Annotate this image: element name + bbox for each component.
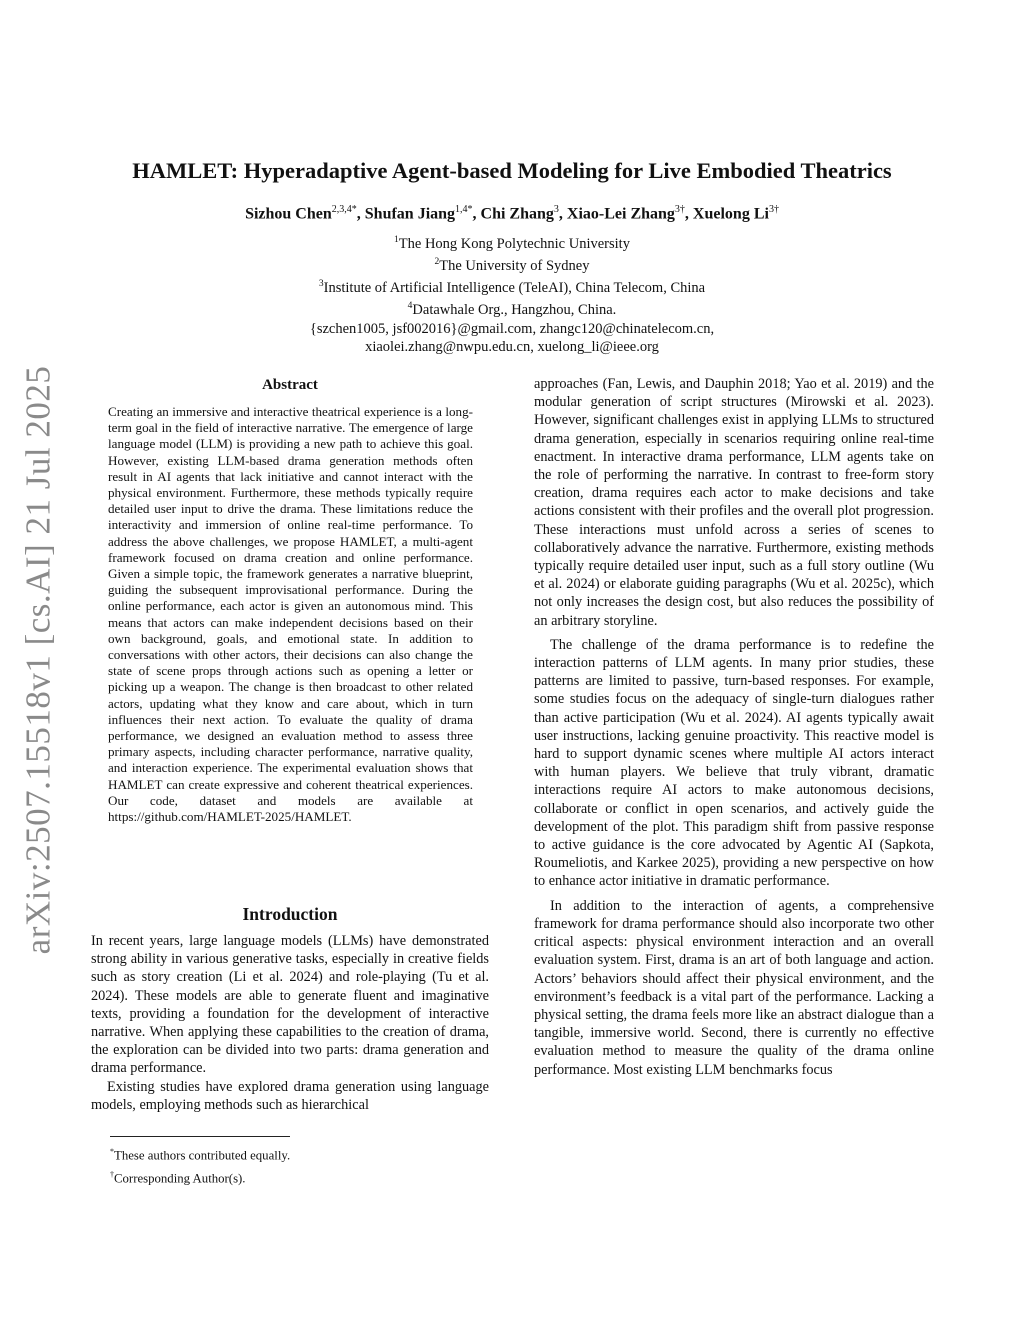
author-name: Shufan Jiang [364,205,456,223]
arxiv-identifier-text: arXiv:2507.15518v1 [cs.AI] 21 Jul 2025 [18,365,57,955]
author-affiliation-mark: 3† [768,204,779,215]
arxiv-identifier [8,365,68,955]
affiliation-line: $^3$Institute of Artificial Intelligence (TeleAI), China Telecom, China [318,279,706,297]
body-paragraph: The challenge of the drama performance is to redefine the interaction patterns of LLM agents. In many prior studies, these patterns are limited to passive, turn-based responses. For example, some studies focus on the adequacy of single-turn dialogues rather than active participation (Wu et al. 2024). AI agents typically await user instructions, lacking genuine proactivity. This reactive model is hard to support dynamic scenes where multiple AI actors interact with human players. We believe that truly vibrant, dramatic interactions require AI actors to make autonomous decisions, collaborate or conflict in open scenarios, and actively guide the development of the plot. This paradigm shift from passive response to active guidance is the core advocated by Agentic AI (Sapkota, Roumeliotis, and Karkee 2025), providing a new perspective on how to enhance actor initiative in dramatic performance. [534,636,934,890]
introduction-right-column [534,375,934,1079]
author-list: Sizhou Chen$^{2,3,4*}$, Shufan Jiang$^{1,4*}$, Chi Zhang$^3$, Xiao-Lei Zhang$^{3\dagger}$, Xuelong $Li^{3\dagger}$ [245,204,779,223]
abstract-heading: Abstract [262,377,318,393]
footnotes [110,1142,490,1189]
author-name: Xiao-Lei Zhang [566,205,675,223]
body-paragraph: Existing studies have explored drama generation using language models, employing methods such as hierarchical [91,1078,489,1113]
affiliation-block [150,231,874,356]
body-paragraph: approaches (Fan, Lewis, and Dauphin 2018; Yao et al. 2019) and the modular generation of script structures (Mirowski et al. 2023). However, significant challenges exist in applying LLMs to structured drama generation, especially in scenarios requiring online real-time enactment. In interactive drama performance, LLM agents take on the role of performing the narrative. In contrast to free-form story creation, drama requires each actor to make decisions and take actions consistent with their profiles and the overall plot progression. These interactions must unfold across a series of scenes to collaboratively advance the narrative. Furthermore, existing methods typically require detailed user input, such as a full story outline (Wu et al. 2024) or elaborate guiding paragraphs (Wu et al. 2025c), which not only increases the design cost, but also reduces the possibility of an arbitrary storyline. [534,376,934,629]
affiliation-line: $^2$The University of Sydney [434,257,590,274]
footnote: *These authors contributed equally. [110,1147,291,1163]
author-name: Sizhou Chen [245,205,332,223]
footnote-divider [110,1136,290,1137]
email-line: {szchen1005, jsf002016}@gmail.com, zhangc120@chinatelecom.cn, [309,320,715,337]
author-affiliation-mark: 3 [553,204,559,215]
body-paragraph: In recent years, large language models (LLMs) have demonstrated strong ability in various generative tasks, especially in creative fields such as story creation (Li et al. 2024) and role-playing (Tu et al. 2024). These models are able to generate fluent and imaginative texts, providing a foundation for the development of interactive narrative. When applying these capabilities to the creation of drama, the exploration can be divided into two parts: drama generation and drama performance. [91,933,489,1077]
author-affiliation-mark: 2,3,4* [331,204,357,215]
abstract-text: Creating an immersive and interactive theatrical experience is a long-term goal in the field of interactive narrative. The emergence of large language model (LLM) is providing a new path to achieve this goal. However, existing LLM-based drama generation methods often result in AI agents that lack initiative and cannot interact with the physical environment. Furthermore, these methods typically require detailed user input to drive the drama. These limitations reduce the interactivity and immersion of online real-time performance. To address the above challenges, we propose HAMLET, a multi-agent framework focused on drama creation and online performance. Given a simple topic, the framework generates a narrative blueprint, guiding the subsequent improvisational performance. During the online performance, each actor is given an autonomous mind. This means that actors can make independent decisions based on their own background, goals, and emotional state. In addition to conversations with other actors, their decisions can also change the state of scene props through actions such as opening a letter or picking up a weapon. The change is then broadcast to other related actors, updating what they know and care about, which in turn influences their next action. To evaluate the quality of drama performance, we designed an evaluation method to assess three primary aspects, including character performance, narrative quality, and interaction experience. The experimental evaluation shows that HAMLET can create expressive and coherent theatrical experiences. Our code, dataset and models are available at https://github.com/HAMLET-2025/HAMLET. [108,404,473,825]
author-name: Chi Zhang [480,205,554,223]
footnote: †Corresponding Author(s). [110,1170,246,1186]
introduction-heading: Introduction [242,904,338,924]
author-name: Xuelong Li [692,205,769,223]
affiliation-line: $^4$Datawhale Org., Hangzhou, China. [407,301,617,319]
paper-title: HAMLET: Hyperadaptive Agent-based Modeling for Live Embodied Theatrics [132,158,892,183]
introduction-left-column [91,932,489,1114]
author-affiliation-mark: 1,4* [455,204,473,215]
body-paragraph: In addition to the interaction of agents, a comprehensive framework for drama performance should also incorporate two other critical aspects: physical environment interaction and an overall evaluation system. First, drama is an art of both language and action. Actors’ behaviors should affect their physical environment, and the environment’s feedback is a vital part of the performance. Lacking a physical setting, the drama feels more like an abstract dialogue than a tangible, immersive world. Second, there is currently no effective evaluation method to measure the quality of the drama online performance. Most existing LLM benchmarks focus [534,897,934,1078]
email-line: xiaolei.zhang@nwpu.edu.cn, xuelong_li@ieee.org [365,338,659,355]
author-affiliation-mark: 3† [674,204,685,215]
affiliation-line: $^1$The Hong Kong Polytechnic University [394,235,630,252]
